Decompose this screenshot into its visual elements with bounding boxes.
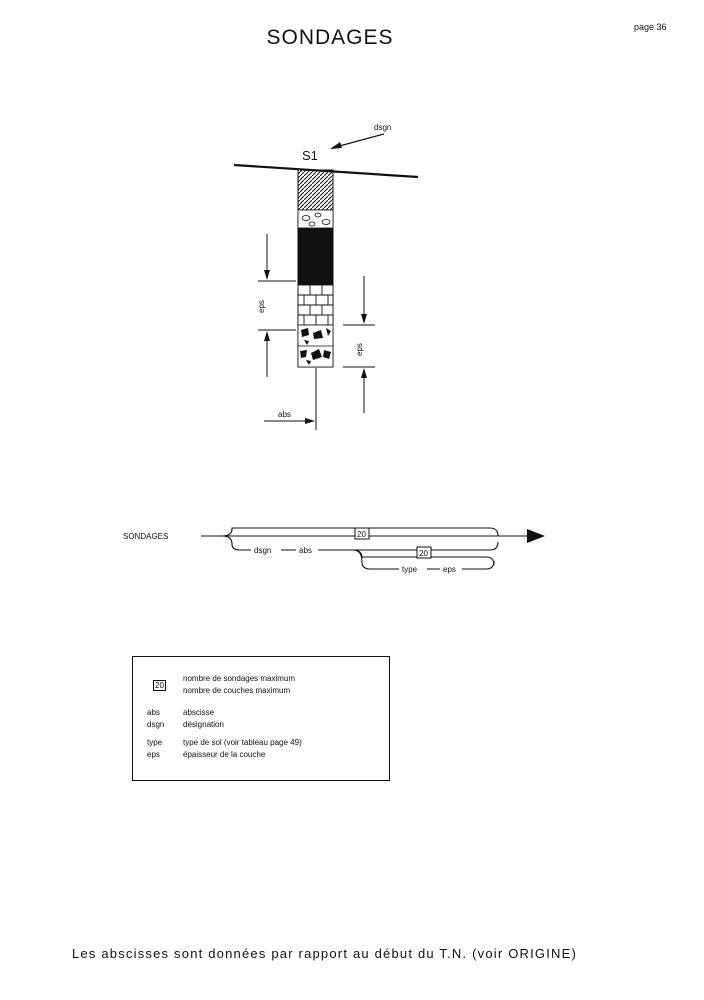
page-title: SONDAGES xyxy=(266,26,394,49)
eps-label-right: eps xyxy=(355,343,364,356)
syntax-max-inner: 20 xyxy=(419,549,428,558)
syntax-dsgn: dsgn xyxy=(254,546,272,555)
page-number: page 36 xyxy=(634,22,667,32)
footer-note: Les abscisses sont données par rapport au début du T.N. (voir ORIGINE) xyxy=(72,946,578,961)
layer-gravel xyxy=(298,210,333,228)
syntax-keyword: SONDAGES xyxy=(123,532,169,541)
syntax-max-outer: 20 xyxy=(357,530,366,539)
syntax-eps: eps xyxy=(443,565,456,574)
borehole-diagram xyxy=(234,123,418,430)
layer-solid xyxy=(298,228,333,285)
eps-label-left: eps xyxy=(257,300,266,313)
legend-value: abscisse xyxy=(183,708,215,717)
layer-brick xyxy=(298,285,333,325)
legend-max-value: 20 xyxy=(155,681,164,690)
borehole-column xyxy=(298,170,333,367)
syntax-type: type xyxy=(402,565,418,574)
legend-max-box xyxy=(153,680,166,691)
layer-hatched xyxy=(298,170,333,210)
legend-max-couches: nombre de couches maximum xyxy=(183,686,291,695)
syntax-diagram xyxy=(123,528,545,574)
legend-key: type xyxy=(147,738,163,747)
dsgn-arrowhead xyxy=(330,142,342,149)
abs-dimension xyxy=(264,368,316,430)
syntax-abs: abs xyxy=(299,546,312,555)
legend-value: désignation xyxy=(183,720,224,729)
syntax-end-arrow xyxy=(527,529,545,543)
layer-rock xyxy=(298,325,333,367)
legend-value: épaisseur de la couche xyxy=(183,750,266,759)
legend-box xyxy=(132,656,390,781)
borehole-label: S1 xyxy=(302,148,318,163)
dsgn-label: dsgn xyxy=(374,123,392,132)
legend-max-sondages: nombre de sondages maximum xyxy=(183,674,296,683)
legend-key: abs xyxy=(147,708,160,717)
abs-label: abs xyxy=(278,410,291,419)
legend-key: dsgn xyxy=(147,720,165,729)
legend-value: type de sol (voir tableau page 49) xyxy=(183,738,302,747)
legend-key: eps xyxy=(147,750,160,759)
